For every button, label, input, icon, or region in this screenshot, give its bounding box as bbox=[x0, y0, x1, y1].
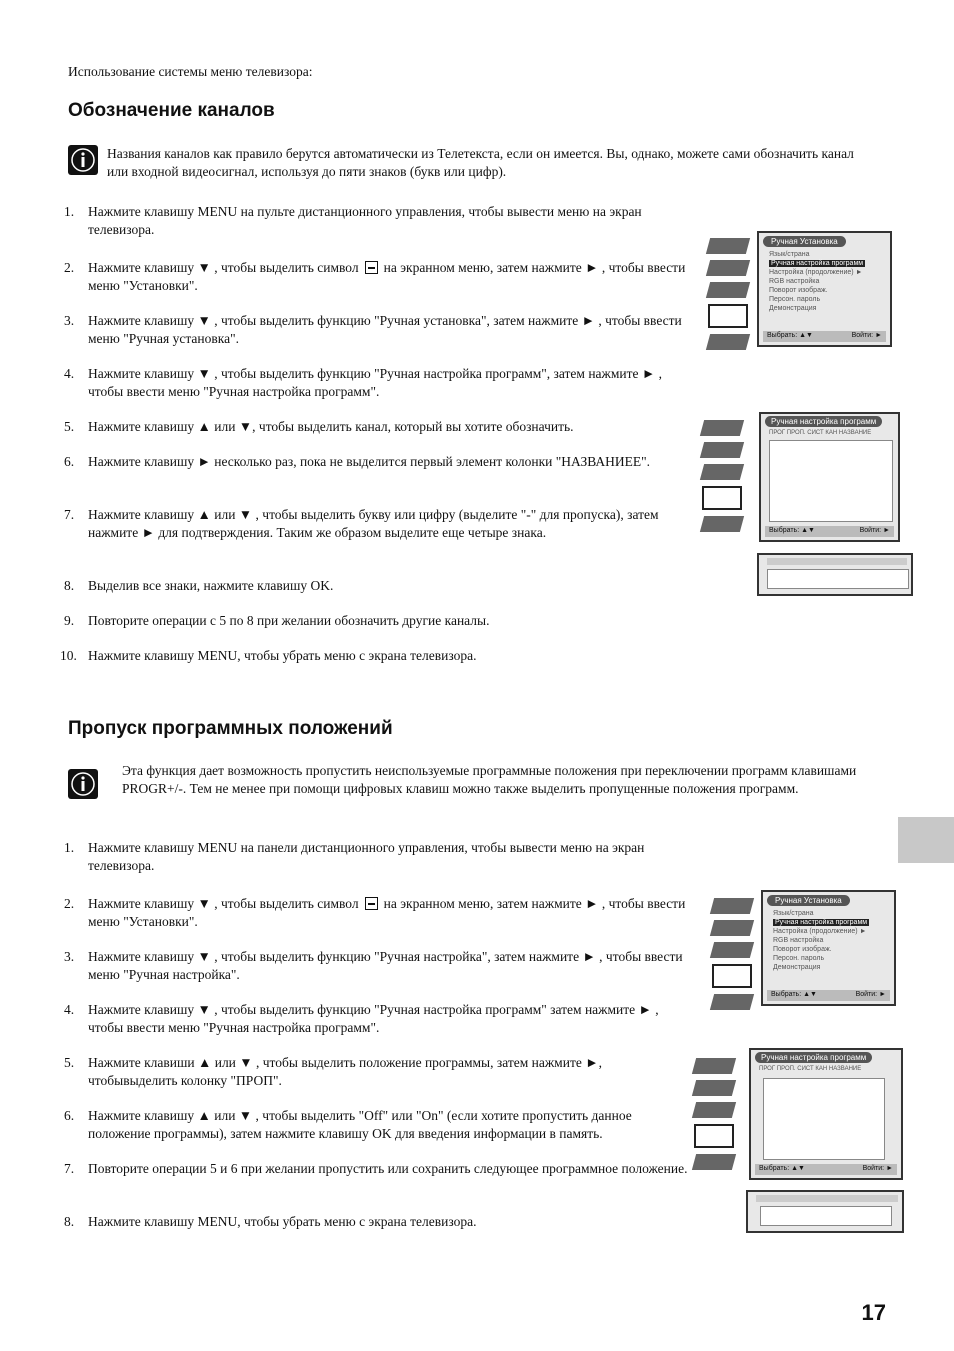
setup-toolbox-icon bbox=[708, 304, 748, 328]
info-note bbox=[68, 145, 868, 181]
setup-toolbox-icon bbox=[365, 261, 378, 274]
picture-icon bbox=[710, 898, 754, 914]
teletext-icon bbox=[706, 334, 750, 350]
program-table bbox=[763, 1078, 885, 1160]
menu-side-icons bbox=[694, 1058, 734, 1176]
info-icon bbox=[68, 769, 98, 799]
program-skip-strip bbox=[746, 1190, 904, 1233]
setup-menu-screen: Ручная Установка Язык/страна Ручная настройка программ Настройка (продолжение) ► RGB настройка Поворот изображ. Персон. пароль Демонстрация Выбрать: ▲▼ Войти: ► bbox=[757, 231, 892, 347]
info-note-text: Названия каналов как правило берутся автоматически из Телетекста, если он имеется. Вы, однако, можете сами обозначить канал или входной видеосигнал, используя до пяти знаков (букв или цифр). bbox=[107, 146, 854, 179]
features-icon bbox=[700, 464, 744, 480]
features-icon bbox=[692, 1102, 736, 1118]
setup-toolbox-icon bbox=[702, 486, 742, 510]
menu-footer: Выбрать: ▲▼ Войти: ► bbox=[755, 1164, 897, 1175]
setup-toolbox-icon bbox=[694, 1124, 734, 1148]
menu-side-icons bbox=[708, 238, 748, 356]
features-icon bbox=[706, 282, 750, 298]
program-tuning-screen: Ручная настройка программ ПРОГ ПРОП. СИСТ КАН НАЗВАНИЕ Выбрать: ▲▼ Войти: ► bbox=[759, 412, 900, 542]
section-tab bbox=[898, 817, 954, 863]
program-tuning-screen: Ручная настройка программ ПРОГ ПРОП. СИСТ КАН НАЗВАНИЕ Выбрать: ▲▼ Войти: ► bbox=[749, 1048, 903, 1180]
teletext-icon bbox=[700, 516, 744, 532]
sound-icon bbox=[706, 260, 750, 276]
info-icon bbox=[68, 145, 98, 175]
sound-icon bbox=[692, 1080, 736, 1096]
sound-icon bbox=[700, 442, 744, 458]
info-note bbox=[68, 763, 868, 805]
picture-icon bbox=[692, 1058, 736, 1074]
picture-icon bbox=[706, 238, 750, 254]
program-name-strip bbox=[757, 553, 913, 596]
section-title-channel-naming: Обозначение каналов bbox=[68, 100, 275, 121]
menu-title: Ручная Установка bbox=[767, 895, 850, 906]
section-title-skip-programs: Пропуск программных положений bbox=[68, 718, 393, 739]
menu-footer: Выбрать: ▲▼ Войти: ► bbox=[765, 526, 894, 537]
menu-title: Ручная Установка bbox=[763, 236, 846, 247]
picture-icon bbox=[700, 420, 744, 436]
info-note-text: Эта функция дает возможность пропустить неиспользуемые программные положения при переключении программ клавишами PROGR+/-. Тем не менее при помощи цифровых клавиш можно также выделить пропущенные положения программ. bbox=[122, 763, 857, 796]
intro-text: Использование системы меню телевизора: bbox=[68, 64, 313, 79]
features-icon bbox=[710, 942, 754, 958]
menu-footer: Выбрать: ▲▼ Войти: ► bbox=[767, 990, 890, 1001]
menu-side-icons bbox=[712, 898, 752, 1016]
setup-menu-screen: Ручная Установка Язык/страна Ручная настройка программ Настройка (продолжение) ► RGB настройка Поворот изображ. Персон. пароль Демонстрация Выбрать: ▲▼ Войти: ► bbox=[761, 890, 896, 1006]
menu-footer: Выбрать: ▲▼ Войти: ► bbox=[763, 331, 886, 342]
setup-toolbox-icon bbox=[712, 964, 752, 988]
teletext-icon bbox=[710, 994, 754, 1010]
menu-side-icons bbox=[702, 420, 742, 538]
program-table bbox=[769, 440, 893, 522]
sound-icon bbox=[710, 920, 754, 936]
setup-toolbox-icon bbox=[365, 897, 378, 910]
teletext-icon bbox=[692, 1154, 736, 1170]
page-number: 17 bbox=[861, 1300, 886, 1325]
